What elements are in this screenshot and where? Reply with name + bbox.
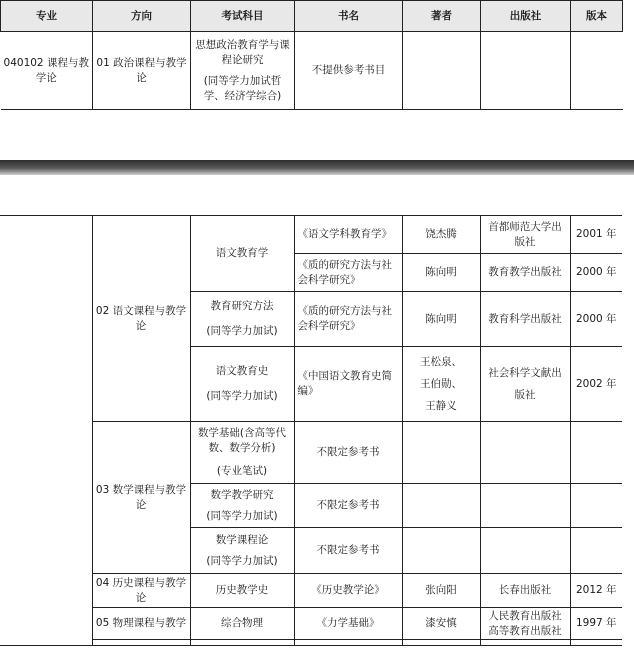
subject-main: 数学教学研究	[210, 488, 274, 501]
author-cell: 张向阳	[402, 574, 480, 608]
author-cell	[402, 422, 480, 484]
catalog-table-top	[0, 0, 623, 110]
publisher-cell	[480, 640, 570, 646]
table-row	[0, 640, 622, 646]
author-name: 王松泉、	[420, 356, 462, 368]
author-cell: 饶杰腾	[402, 216, 480, 254]
author-name: 王静义	[425, 400, 457, 412]
subject-extra: (同等学力加试)	[206, 325, 278, 337]
book-cell: 《质的研究方法与社会科学研究》	[294, 292, 402, 347]
book-cell: 不限定参考书	[294, 484, 402, 528]
author-cell	[402, 640, 480, 646]
table-row	[1, 32, 623, 110]
edition-cell: 2000 年	[570, 292, 622, 347]
book-cell: 《历史教学论》	[294, 574, 402, 608]
publisher-cell: 教育教学出版社	[480, 254, 570, 292]
direction-chinese: 02 语文课程与教学论	[92, 216, 190, 422]
header-author: 著者	[403, 1, 481, 32]
publisher-cell: 长春出版社	[480, 574, 570, 608]
header-row	[1, 1, 623, 32]
subject-extra: (专业笔试)	[216, 465, 268, 477]
edition-cell	[570, 422, 622, 484]
page-separator	[0, 160, 634, 175]
publisher-cell: 人民教育出版社高等教育出版社	[480, 608, 570, 640]
edition-cell: 2012 年	[570, 574, 622, 608]
book-cell: 不限定参考书	[294, 528, 402, 574]
author-cell: 漆安慎	[402, 608, 480, 640]
author-cell	[402, 484, 480, 528]
book-cell: 不提供参考书目	[295, 32, 403, 110]
subject-extra: (同等学力加试)	[206, 390, 278, 402]
subject-main: 语文教育史	[215, 365, 269, 377]
author-cell: 陈向明	[402, 292, 480, 347]
publisher-cell	[481, 32, 571, 110]
header-book: 书名	[295, 1, 403, 32]
subject-main: 数学课程论	[215, 533, 269, 546]
book-cell: 《质的研究方法与社会科学研究》	[294, 254, 402, 292]
direction-cell: 01 政治课程与教学论	[93, 32, 191, 110]
page-bottom	[0, 215, 634, 652]
table-row	[0, 608, 622, 640]
book-cell: 不限定参考书	[294, 422, 402, 484]
subject-chinese-1: 语文教育学	[190, 216, 294, 292]
direction-math: 03 数学课程与教学论	[92, 422, 190, 574]
book-cell: 《中国语文教育史简编》	[294, 347, 402, 422]
edition-cell	[570, 484, 622, 528]
table-row	[0, 422, 622, 484]
direction-physics: 05 物理课程与教学	[92, 608, 190, 640]
edition-cell: 1997 年	[570, 608, 622, 640]
subject-chinese-3	[190, 347, 294, 422]
subject-math-1	[190, 422, 294, 484]
book-cell: 《力学基础》	[294, 608, 402, 640]
table-row	[0, 574, 622, 608]
author-cell: 陈向明	[402, 254, 480, 292]
direction-cell	[92, 640, 190, 646]
book-cell: 《语文学科教育学》	[294, 216, 402, 254]
subject-main: 思想政治教育学与课程论研究	[195, 38, 290, 66]
edition-cell	[570, 640, 622, 646]
subject-extra: (同等学力加试哲学、经济学综合)	[203, 74, 282, 102]
publisher-cell	[480, 422, 570, 484]
publisher-cell: 首都师范大学出版社	[480, 216, 570, 254]
subject-main: 数学基础(含高等代数、数学分析)	[197, 427, 287, 454]
header-major: 专业	[1, 1, 93, 32]
subject-extra: (同等学力加试)	[206, 509, 278, 522]
major-cell: 040102 课程与教学论	[1, 32, 93, 110]
edition-cell: 2002 年	[570, 347, 622, 422]
author-cell	[402, 528, 480, 574]
header-direction: 方向	[93, 1, 191, 32]
publisher-cell: 社会科学文献出版社	[480, 347, 570, 422]
author-cell	[403, 32, 481, 110]
subject-math-3	[190, 528, 294, 574]
subject-cell	[191, 32, 295, 110]
author-name: 王伯勋、	[420, 378, 462, 390]
edition-cell	[571, 32, 623, 110]
subject-chinese-2	[190, 292, 294, 347]
header-publisher: 出版社	[481, 1, 571, 32]
header-subject: 考试科目	[191, 1, 295, 32]
direction-history: 04 历史课程与教学论	[92, 574, 190, 608]
subject-main: 教育研究方法	[210, 300, 274, 312]
author-cell	[402, 347, 480, 422]
edition-cell: 2000 年	[570, 254, 622, 292]
subject-cell	[190, 640, 294, 646]
subject-cell: 综合物理	[190, 608, 294, 640]
publisher-cell	[480, 528, 570, 574]
edition-cell	[570, 528, 622, 574]
publisher-cell: 教育科学出版社	[480, 292, 570, 347]
book-cell	[294, 640, 402, 646]
subject-math-2	[190, 484, 294, 528]
catalog-table-bottom	[0, 215, 622, 646]
major-cell-blank	[0, 216, 92, 646]
page-top	[0, 0, 634, 118]
subject-extra: (同等学力加试)	[206, 554, 278, 567]
subject-cell: 历史教学史	[190, 574, 294, 608]
header-edition: 版本	[571, 1, 623, 32]
edition-cell: 2001 年	[570, 216, 622, 254]
publisher-cell	[480, 484, 570, 528]
table-row	[0, 216, 622, 254]
